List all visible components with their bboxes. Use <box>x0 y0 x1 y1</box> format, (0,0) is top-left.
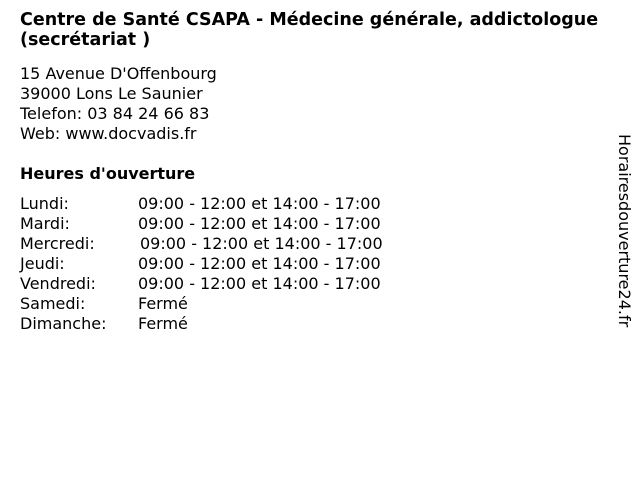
day-label: Mercredi: <box>20 234 95 253</box>
time-value: 09:00 - 12:00 et 14:00 - 17:00 <box>138 254 381 273</box>
time-value: 09:00 - 12:00 et 14:00 - 17:00 <box>140 234 383 253</box>
time-value: Fermé <box>138 314 188 333</box>
street-address: 15 Avenue D'Offenbourg <box>20 64 217 83</box>
day-label: Mardi: <box>20 214 70 233</box>
page-title: Centre de Santé CSAPA - Médecine générale, addictologue (secrétariat ) <box>20 10 599 50</box>
day-label: Vendredi: <box>20 274 96 293</box>
city-postal: 39000 Lons Le Saunier <box>20 84 203 103</box>
phone-number: Telefon: 03 84 24 66 83 <box>20 104 210 123</box>
time-value: 09:00 - 12:00 et 14:00 - 17:00 <box>138 194 381 213</box>
time-value: Fermé <box>138 294 188 313</box>
day-label: Samedi: <box>20 294 86 313</box>
time-value: 09:00 - 12:00 et 14:00 - 17:00 <box>138 274 381 293</box>
website-link[interactable]: Web: www.docvadis.fr <box>20 124 197 143</box>
hours-heading: Heures d'ouverture <box>20 164 196 183</box>
site-watermark: Horairesdouverture24.fr <box>615 134 634 328</box>
day-label: Jeudi: <box>20 254 65 273</box>
day-label: Lundi: <box>20 194 69 213</box>
address-block <box>20 64 217 144</box>
day-label: Dimanche: <box>20 314 107 333</box>
time-value: 09:00 - 12:00 et 14:00 - 17:00 <box>138 214 381 233</box>
